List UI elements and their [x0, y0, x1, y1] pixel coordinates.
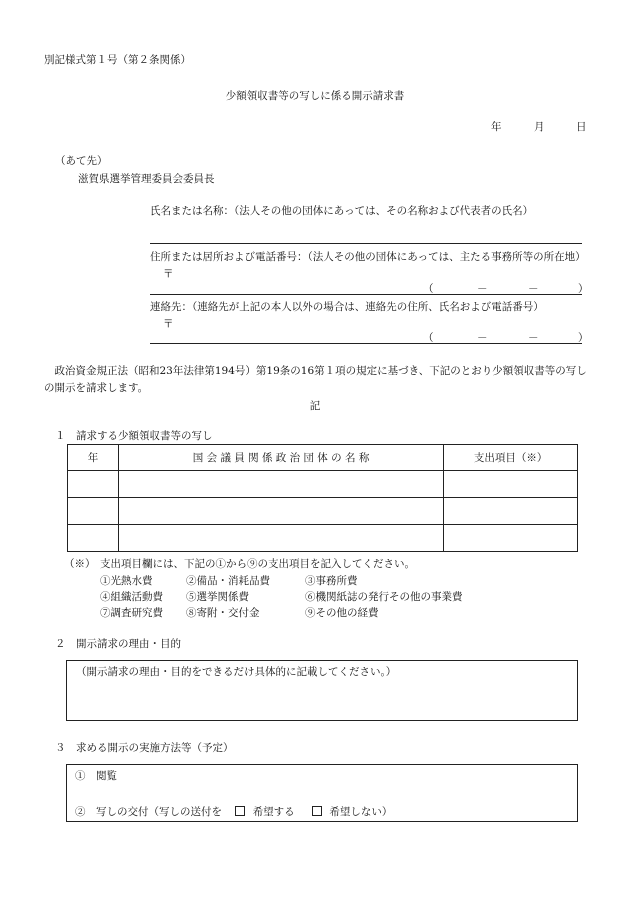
contact-phone-open-paren: （: [423, 332, 434, 344]
receipt-table: [67, 444, 578, 552]
section2-heading: ２ 開示請求の理由・目的: [55, 638, 181, 650]
option-no-wish-label: 希望しない）: [329, 806, 393, 818]
note-mark: （※）: [64, 558, 96, 570]
expense-item: ⑤選挙関係費: [186, 591, 249, 603]
contact-phone-dash-2: －: [528, 332, 539, 344]
expense-item: ②備品・消耗品費: [186, 575, 270, 587]
body-line-2: の開示を請求します。: [44, 382, 149, 394]
expense-item: ⑦調査研究費: [100, 607, 163, 619]
table-row: [68, 498, 578, 525]
option-copy-delivery: [75, 804, 392, 819]
form-number: 別記様式第１号（第２条関係）: [44, 54, 191, 66]
expense-item: ⑧寄附・交付金: [186, 607, 260, 619]
phone-dash-2: －: [528, 283, 539, 295]
contact-label: 連絡先：（連絡先が上記の本人以外の場合は、連絡先の住所、氏名および電話番号）: [150, 301, 544, 313]
date-year-label: 年: [491, 121, 502, 133]
name-field-line[interactable]: [150, 243, 582, 244]
section3-heading: ３ 求める開示の実施方法等（予定）: [55, 742, 234, 754]
page-title: 少額領収書等の写しに係る開示請求書: [225, 90, 405, 102]
table-header-row: [68, 445, 578, 471]
cell-group-name[interactable]: [118, 471, 443, 498]
postal-mark: 〒: [163, 268, 174, 280]
cell-expense[interactable]: [444, 498, 578, 525]
cell-year[interactable]: [68, 498, 119, 525]
option-wish-label: 希望する: [252, 806, 295, 818]
checkbox-no-wish[interactable]: [312, 806, 322, 816]
ki-mark: 記: [309, 400, 321, 412]
table-row: [68, 525, 578, 552]
section1-heading: １ 請求する少額領収書等の写し: [55, 430, 213, 442]
col-group-name-header: 国 会 議 員 関 係 政 治 団 体 の 名 称: [118, 445, 443, 471]
cell-year[interactable]: [68, 471, 119, 498]
reason-textbox[interactable]: [66, 660, 578, 721]
cell-year[interactable]: [68, 525, 119, 552]
expense-item: ③事務所費: [305, 575, 358, 587]
option-inspection: ① 閲覧: [75, 770, 117, 782]
addressee-label: （あて先）: [55, 155, 108, 167]
cell-group-name[interactable]: [118, 498, 443, 525]
expense-item: ⑥機関紙誌の発行その他の事業費: [305, 591, 463, 603]
phone-close-paren: ）: [578, 283, 589, 295]
method-box: [66, 764, 578, 822]
name-label: 氏名または名称：（法人その他の団体にあっては、その名称および代表者の氏名）: [150, 205, 534, 217]
option-copy-prefix: ② 写しの交付（写しの送付を: [75, 806, 222, 818]
col-year-header: 年: [68, 445, 119, 471]
col-expense-header: 支出項目（※）: [444, 445, 578, 471]
body-line-1: 政治資金規正法（昭和23年法律第194号）第19条の16第１項の規定に基づき、下記のとおり少額領収書等の写し: [44, 365, 587, 377]
table-row: [68, 471, 578, 498]
expense-item: ①光熱水費: [100, 575, 153, 587]
expense-item: ⑨その他の経費: [305, 607, 379, 619]
note-text: 支出項目欄には、下記の①から⑨の支出項目を記入してください。: [100, 558, 415, 570]
phone-dash-1: －: [477, 283, 488, 295]
phone-open-paren: （: [423, 283, 434, 295]
expense-item: ④組織活動費: [100, 591, 163, 603]
address-label: 住所または居所および電話番号：（法人その他の団体にあっては、主たる事務所等の所在地）: [150, 251, 586, 263]
reason-instruction: （開示請求の理由・目的をできるだけ具体的に記載してください。）: [76, 666, 397, 678]
address-field-line[interactable]: [150, 294, 582, 295]
contact-postal-mark: 〒: [163, 318, 174, 330]
date-month-label: 月: [534, 121, 545, 133]
cell-expense[interactable]: [444, 525, 578, 552]
cell-group-name[interactable]: [118, 525, 443, 552]
contact-field-line[interactable]: [150, 343, 582, 344]
date-day-label: 日: [576, 121, 587, 133]
addressee-name: 滋賀県選挙管理委員会委員長: [78, 173, 215, 185]
checkbox-wish[interactable]: [235, 806, 245, 816]
contact-phone-dash-1: －: [477, 332, 488, 344]
cell-expense[interactable]: [444, 471, 578, 498]
contact-phone-close-paren: ）: [578, 332, 589, 344]
